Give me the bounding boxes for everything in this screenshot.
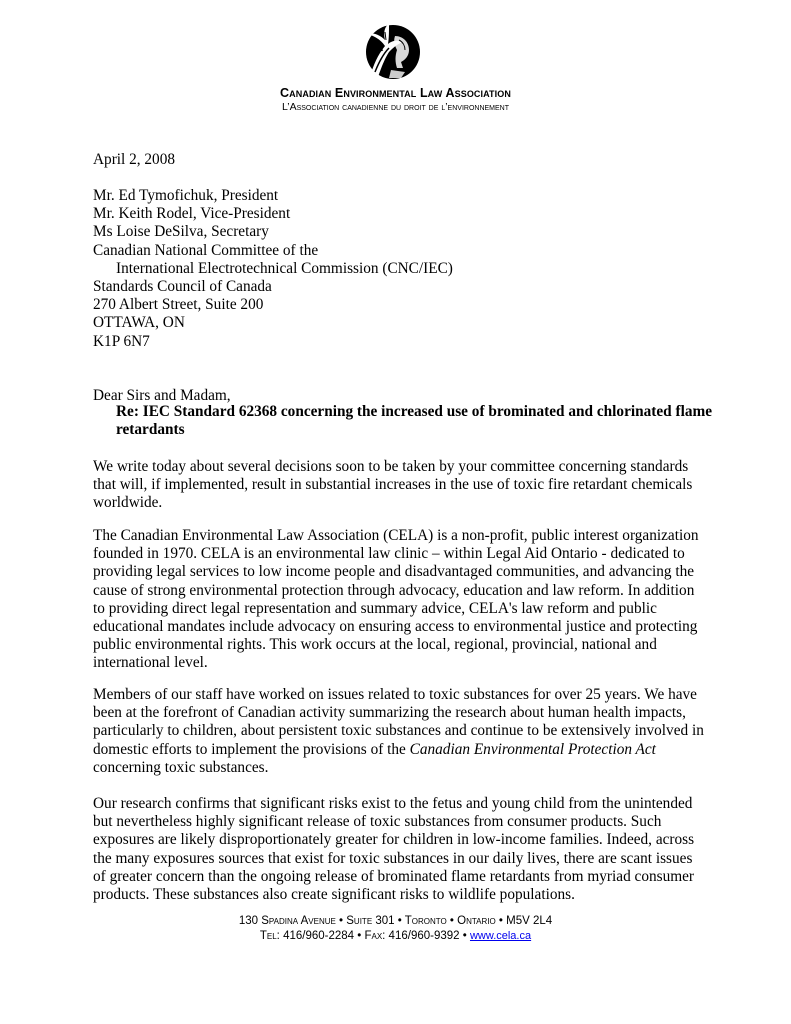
letter-date: April 2, 2008 <box>93 151 176 168</box>
paragraph-text: concerning toxic substances. <box>93 758 269 776</box>
paragraph-text: Members of our staff have worked on issues related to toxic substances for over 25 years. We have been at the forefront of Canadian activity summarizing the research about human health impacts, particularly to children, about persistent toxic substances and continue to be extensively involved in domestic efforts to implement the provisions of the <box>93 686 704 758</box>
recipient-line: K1P 6N7 <box>93 332 150 350</box>
body-paragraph-intro: We write today about several decisions soon to be taken by your committee concerning standards that will, if implemented, result in substantial increases in the use of toxic fire retardant chemicals worldwide. <box>93 458 693 512</box>
recipient-line: Mr. Keith Rodel, Vice-President <box>93 205 291 223</box>
recipient-line: Mr. Ed Tymofichuk, President <box>93 187 279 204</box>
recipient-line: International Electrotechnical Commission (CNC/IEC) <box>116 259 453 277</box>
website-link[interactable]: www.cela.ca <box>469 930 532 942</box>
subject-line: Re: IEC Standard 62368 concerning the increased use of brominated and chlorinated flame retardants <box>116 403 713 439</box>
act-title: Canadian Environmental Protection Act <box>409 740 656 758</box>
recipient-line: OTTAWA, ON <box>93 314 185 332</box>
recipient-line: Canadian National Committee of the <box>93 241 319 259</box>
footer-phone-fax: Tel: 416/960-2284 • Fax: 416/960-9392 • <box>259 930 470 942</box>
salutation: Dear Sirs and Madam, <box>93 387 231 404</box>
body-paragraph-research: Our research confirms that significant risks exist to the fetus and young child from the unintended but nevertheless highly significant release of toxic substances from consumer products. Such exposures are likely disproportionately greater for children in low-income families. Indeed, across the many exposures sources that exist for toxic substances in our daily lives, there are scant issues of greater concern than the ongoing release of brominated flame retardants from myriad consumer products. These substances also create significant risks to wildlife populations. <box>93 795 695 904</box>
footer-address: 130 Spadina Avenue • Suite 301 • Toronto • Ontario • M5V 2L4 <box>238 915 553 927</box>
body-paragraph-about-cela: The Canadian Environmental Law Association (CELA) is a non-profit, public interest organization founded in 1970. CELA is an environmental law clinic – within Legal Aid Ontario - dedicated to providing legal services to low income people and disadvantaged communities, and advancing the cause of strong environmental protection through advocacy, education and law reform. In addition to providing direct legal representation and summary advice, CELA's law reform and public educational mandates include advocacy on ensuring access to environmental justice and protecting public environmental rights. This work occurs at the local, regional, provincial, national and international level. <box>93 527 699 672</box>
footer-contact <box>0 929 791 944</box>
body-paragraph-staff-experience <box>93 686 708 777</box>
recipient-line: 270 Albert Street, Suite 200 <box>93 296 264 314</box>
org-name-french: L’Association canadienne du droit de l’environnement <box>281 101 510 113</box>
recipient-line: Standards Council of Canada <box>93 278 272 296</box>
recipient-address-block <box>93 187 708 351</box>
cela-logo-icon <box>355 22 425 84</box>
org-name-english: Canadian Environmental Law Association <box>280 86 511 100</box>
recipient-line: Ms Loise DeSilva, Secretary <box>93 223 269 241</box>
